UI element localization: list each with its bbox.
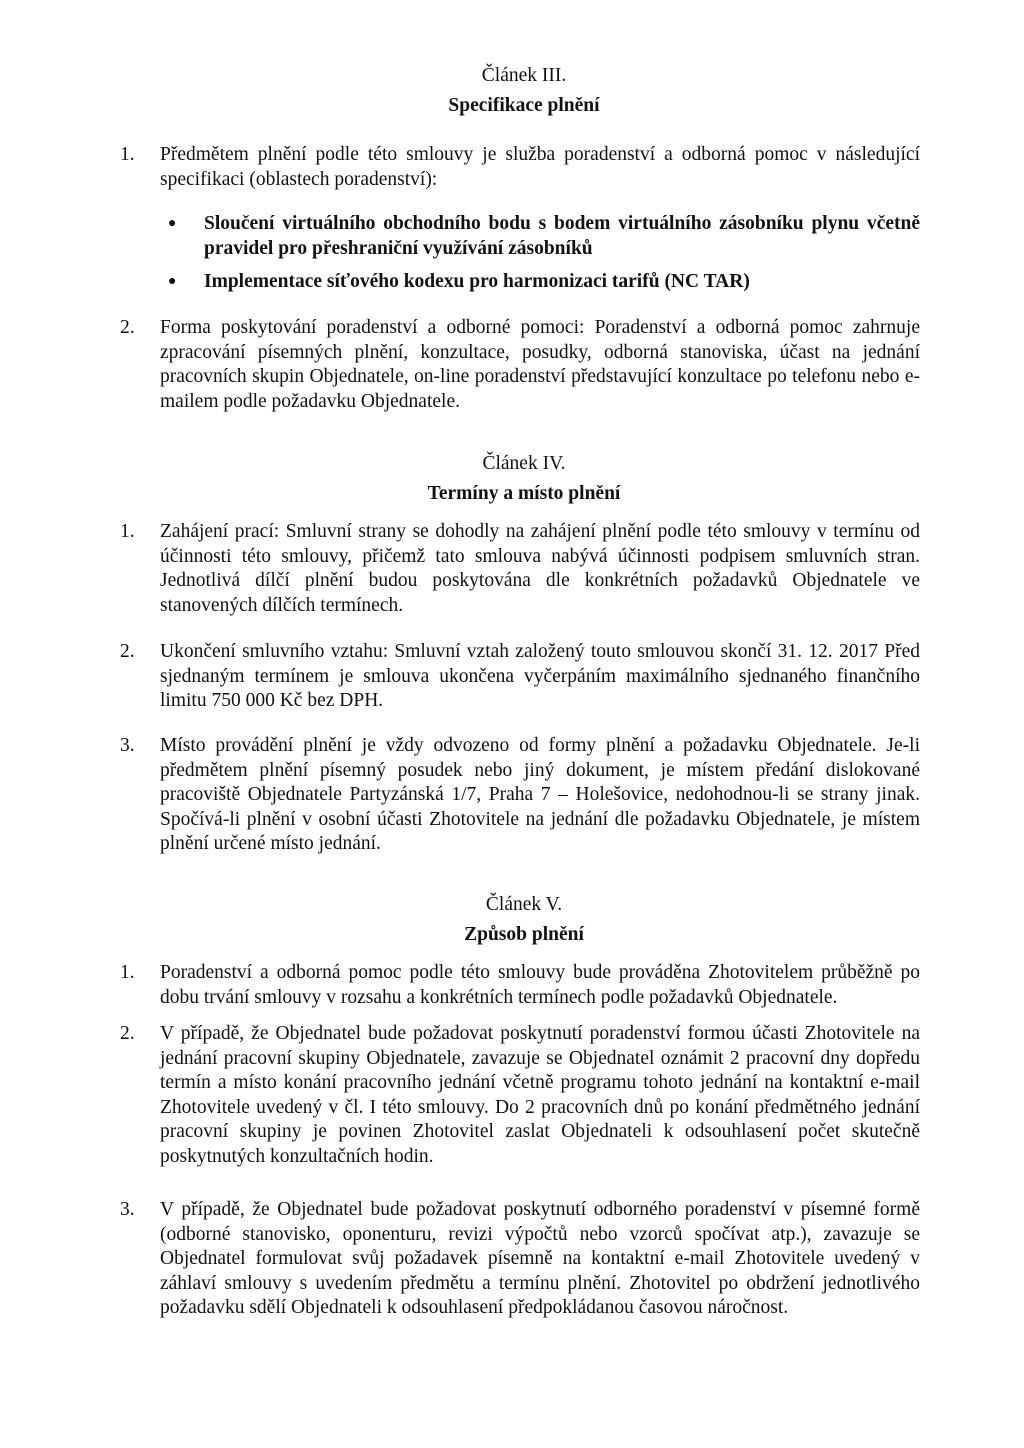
- article-5-item-2: [120, 1022, 920, 1169]
- article-5-number: Článek V.: [485, 894, 563, 915]
- item-text: Forma poskytování poradenství a odborné pomoci: Poradenství a odborná pomoc zahrnuje zpracování písemných plnění, konzultace, posudky, odborná stanoviska, účast na jednání pracovních skupin Objednatele, on-line poradenství představující konzultace po telefonu nebo e-mailem podle požadavku Objednatele.: [160, 317, 920, 412]
- item-number: 2.: [120, 317, 135, 338]
- item-number: 1.: [120, 144, 135, 165]
- article-4-item-2: [120, 640, 920, 714]
- article-3-bullet-1: [168, 212, 920, 261]
- article-5-item-1: [120, 961, 920, 1010]
- article-3-bullet-2: [168, 270, 920, 295]
- article-3-item-1: [120, 143, 920, 192]
- bullet-text: Implementace síťového kodexu pro harmonizaci tarifů (NC TAR): [204, 271, 750, 292]
- item-number: 1.: [120, 521, 135, 542]
- article-3-item-2: [120, 316, 920, 414]
- article-3-number: Článek III.: [481, 65, 567, 86]
- bullet-text: Sloučení virtuálního obchodního bodu s bodem virtuálního zásobníku plynu včetně pravidel pro přeshraniční využívání zásobníků: [204, 213, 920, 259]
- item-number: 2.: [120, 641, 135, 662]
- item-number: 3.: [120, 735, 135, 756]
- article-5-title: Způsob plnění: [464, 924, 584, 945]
- item-number: 3.: [120, 1199, 135, 1220]
- bullet-icon: ●: [168, 274, 177, 289]
- article-3-title: Specifikace plnění: [448, 95, 600, 116]
- item-text: V případě, že Objednatel bude požadovat poskytnutí poradenství formou účasti Zhotovitele na jednání pracovní skupiny Objednatele, zavazuje se Objednatel oznámit 2 pracovní dny dopředu termín a místo konání pracovního jednání včetně programu tohoto jednání na kontaktní e-mail Zhotovitele uvedený v čl. I této smlouvy. Do 2 pracovních dnů po konání předmětného jednání pracovní skupiny je povinen Zhotovitel zaslat Objednateli k odsouhlasení počet skutečně poskytnutých konzultačních hodin.: [160, 1023, 920, 1167]
- item-text: Poradenství a odborná pomoc podle této smlouvy bude prováděna Zhotovitelem průběžně po dobu trvání smlouvy v rozsahu a konkrétních termínech podle požadavků Objednatele.: [160, 962, 920, 1008]
- article-4-item-1: [120, 520, 920, 618]
- item-number: 2.: [120, 1023, 135, 1044]
- item-text: Předmětem plnění podle této smlouvy je služba poradenství a odborná pomoc v následující specifikaci (oblastech poradenství):: [160, 144, 920, 190]
- item-text: Ukončení smluvního vztahu: Smluvní vztah založený touto smlouvou skončí 31. 12. 2017 Před sjednaným termínem je smlouva ukončena vyčerpáním maximálního sjednaného finančního limitu 750 000 Kč bez DPH.: [160, 641, 920, 711]
- article-5-item-3: [120, 1198, 920, 1321]
- article-4-title: Termíny a místo plnění: [427, 483, 621, 504]
- item-number: 1.: [120, 962, 135, 983]
- item-text: V případě, že Objednatel bude požadovat poskytnutí odborného poradenství v písemné formě (odborné stanovisko, oponenturu, revizi výpočtů nebo vzorců spočívat atp.), zavazuje se Objednatel formulovat svůj požadavek písemně na kontaktní e-mail Zhotovitele uvedený v záhlaví smlouvy s uvedením předmětu a termínu plnění. Zhotovitel po obdržení jednotlivého požadavku sdělí Objednateli k odsouhlasení předpokládanou časovou náročnost.: [160, 1199, 920, 1318]
- item-text: Zahájení prací: Smluvní strany se dohodly na zahájení plnění podle této smlouvy v termínu od účinnosti této smlouvy, přičemž tato smlouva nabývá účinnosti podpisem smluvních stran. Jednotlivá dílčí plnění budou poskytována dle konkrétních požadavků Objednatele ve stanovených dílčích termínech.: [160, 521, 920, 616]
- article-4-item-3: [120, 734, 920, 857]
- item-text: Místo provádění plnění je vždy odvozeno od formy plnění a požadavku Objednatele. Je-li předmětem plnění písemný posudek nebo jiný dokument, je místem předání dislokované pracoviště Objednatele Partyzánská 1/7, Praha 7 – Holešovice, nedohodnou-li se strany jinak. Spočívá-li plnění v osobní účasti Zhotovitele na jednání dle požadavku Objednatele, je místem plnění určené místo jednání.: [160, 735, 920, 854]
- bullet-icon: ●: [168, 216, 177, 231]
- article-4-number: Článek IV.: [482, 453, 566, 474]
